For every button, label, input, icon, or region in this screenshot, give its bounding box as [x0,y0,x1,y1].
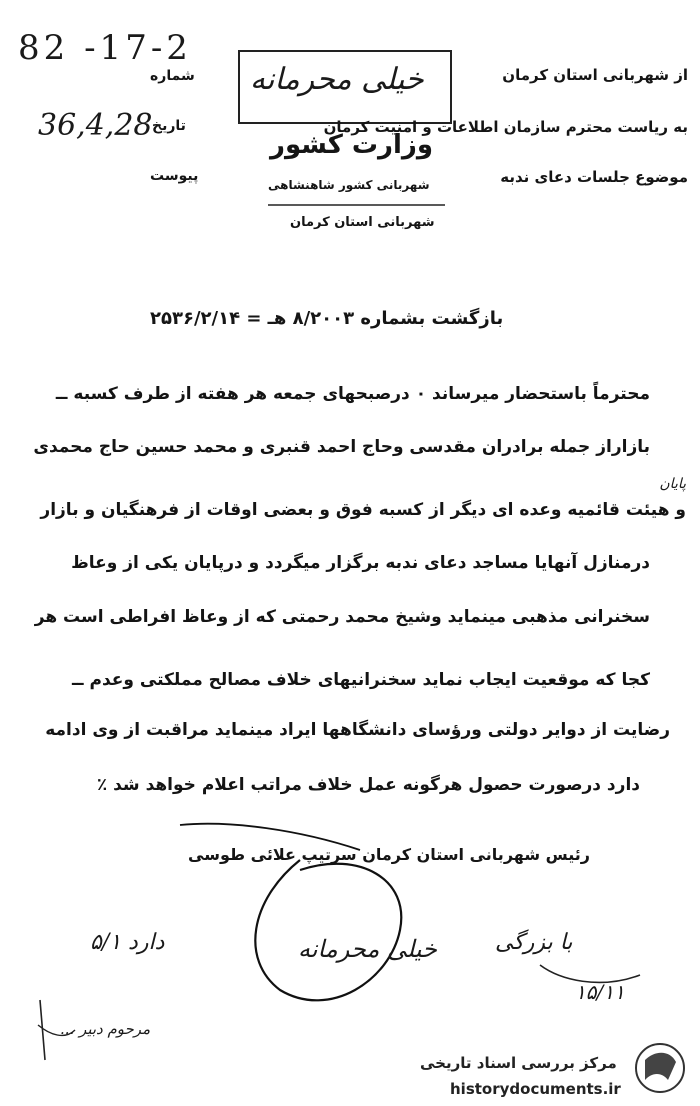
handwritten-note-right: با بزرگی [495,930,573,955]
body-line: درمنازل آنهایا مساجد دعای ندبه برگزار میگردد و درپایان یکی از وعاظ [71,553,650,573]
margin-note: پایان [659,476,686,492]
handwritten-date-right: ۱۵/۱۱ [575,980,625,1004]
from-field: از شهربانی استان کرمان [502,66,688,84]
number-label: شماره [150,68,195,84]
date-label: تاریخ [152,118,186,134]
signature-line: رئیس شهربانی استان کرمان سرتیپ علائی طوسی [188,845,590,864]
watermark-title: مرکز بررسی اسناد تاریخی [420,1054,617,1072]
stamp-handwriting: خیلی محرمانه [250,62,424,97]
body-line: محترماً باستحضار میرساند ۰ درصبحهای جمعه هر هفته از طرف کسبه ــ [55,384,650,404]
police-title: شهربانی کشور شاهنشاهی [268,178,430,192]
body-line: سخنرانی مذهبی مینماید وشیخ محمد رحمتی که از وعاظ افراطی است هر [34,607,650,627]
to-field: به ریاست محترم سازمان اطلاعات و امنیت کرمان [323,118,688,136]
subject-field: موضوع جلسات دعای ندبه [500,168,688,186]
body-line: و هیئت قائمیه وعده ای دیگر از کسبه فوق و بعضی اوقات از فرهنگیان و بازار [40,500,686,520]
attachment-label: پیوست [150,168,199,184]
date-value: 36,4,28 [38,108,153,143]
handwritten-note-bottom: مرحوم دبیر ... [60,1020,151,1038]
handwritten-confidential: خیلی محرمانه [298,935,437,963]
ministry-title: وزارت کشور [270,130,434,160]
province-police-title: شهربانی استان کرمان [290,215,435,230]
handwritten-date-left: ۵/۱ دارد [90,930,165,955]
document-number: 82 -17-2 [18,28,192,68]
body-line: رضایت از دوایر دولتی ورؤسای دانشگاهها ایراد مینماید مراقبت از وی ادامه [45,720,670,740]
reference-line: بازگشت بشماره ۸/۲۰۰۳ هـ = ۲۵۳۶/۲/۱۴ [150,308,504,329]
watermark-url: historydocuments.ir [450,1080,621,1098]
body-line: دارد درصورت حصول هرگونه عمل خلاف مراتب اعلام خواهد شد ٪ [96,775,640,795]
body-line: کجا که موقعیت ایجاب نماید سخنرانیهای خلاف مصالح مملکتی وعدم ــ [71,670,650,690]
body-line: بازاراز جمله برادران مقدسی وحاج احمد قنبری و محمد حسین حاج محمدی [33,437,650,457]
